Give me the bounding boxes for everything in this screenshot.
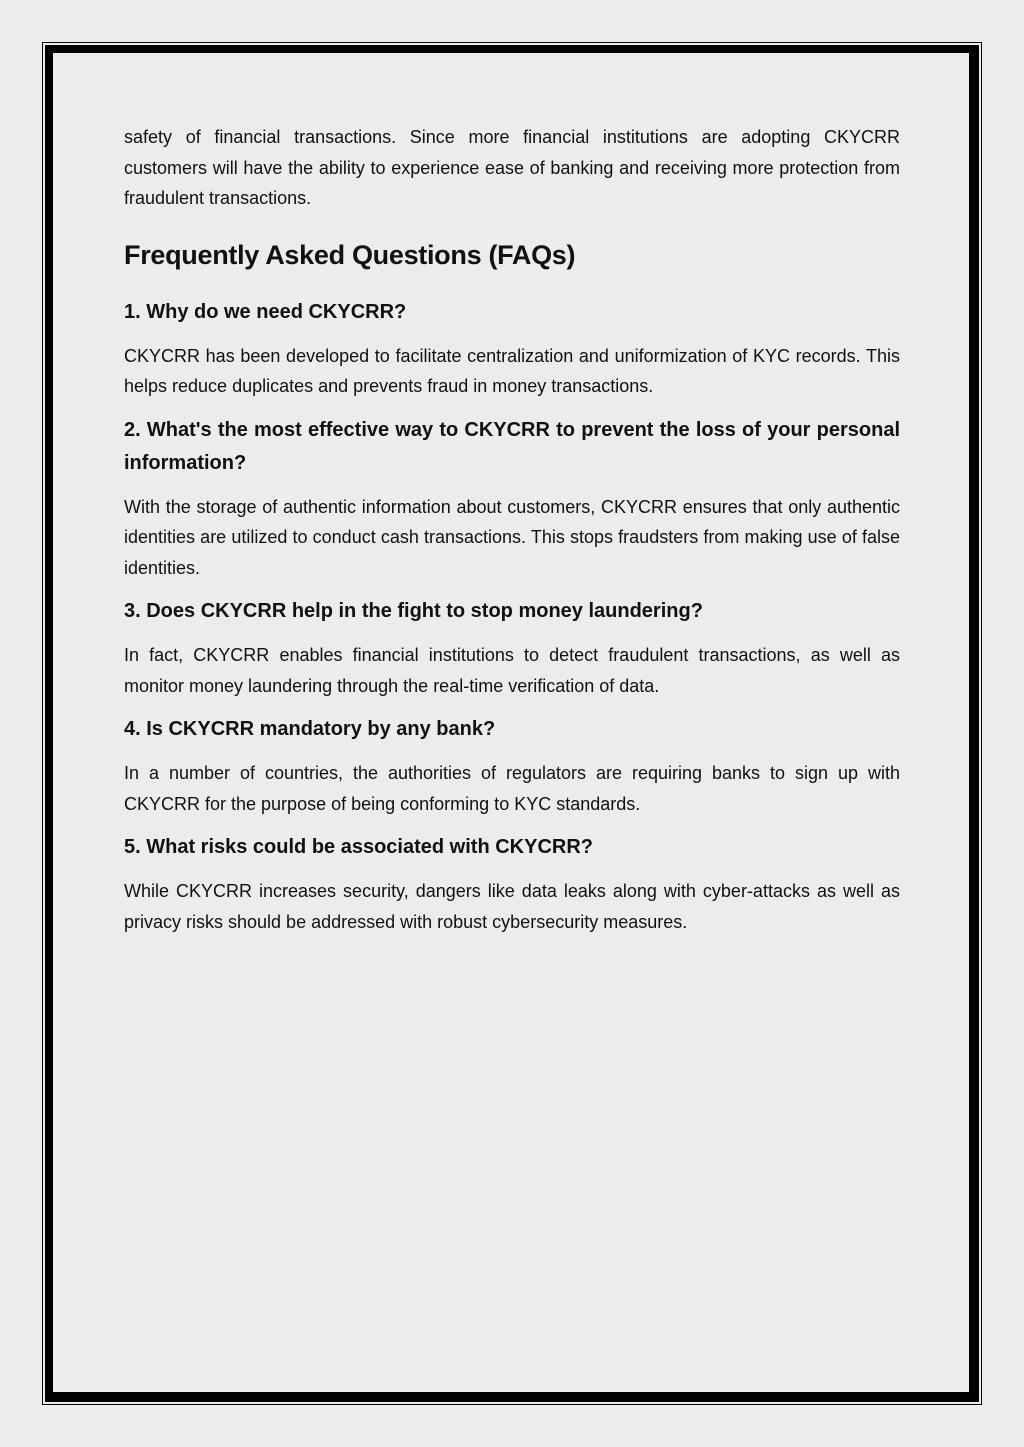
faq-question-1: 1. Why do we need CKYCRR? [124,300,407,323]
faq-question-4: 4. Is CKYCRR mandatory by any bank? [124,718,496,740]
faq-answer-5: While CKYCRR increases security, dangers like data leaks along with cyber-attacks as well as privacy risks should be addressed with robust cybersecurity measures. [124,881,900,932]
intro-paragraph: safety of financial transactions. Since more financial institutions are adopting CKYCRR customers will have the ability to experience ease of banking and receiving more protection from fraudulent transactions. [124,127,900,208]
faq-heading: Frequently Asked Questions (FAQs) [124,239,576,270]
faq-answer-3: In fact, CKYCRR enables financial institutions to detect fraudulent transactions, as well as monitor money laundering through the real-time verification of data. [124,645,900,696]
faq-question-5: 5. What risks could be associated with CKYCRR? [124,836,593,858]
faq-question-3: 3. Does CKYCRR help in the fight to stop money laundering? [124,600,703,622]
faq-answer-1: CKYCRR has been developed to facilitate centralization and uniformization of KYC records. This helps reduce duplicates and prevents fraud in money transactions. [124,345,900,396]
faq-question-2: 2. What's the most effective way to CKYCRR to prevent the loss of your personal information? [124,418,900,474]
document-content [124,122,900,937]
faq-answer-4: In a number of countries, the authorities of regulators are requiring banks to sign up with CKYCRR for the purpose of being conforming to KYC standards. [124,763,900,814]
faq-answer-2: With the storage of authentic information about customers, CKYCRR ensures that only authentic identities are utilized to conduct cash transactions. This stops fraudsters from making use of false identities. [124,496,900,578]
